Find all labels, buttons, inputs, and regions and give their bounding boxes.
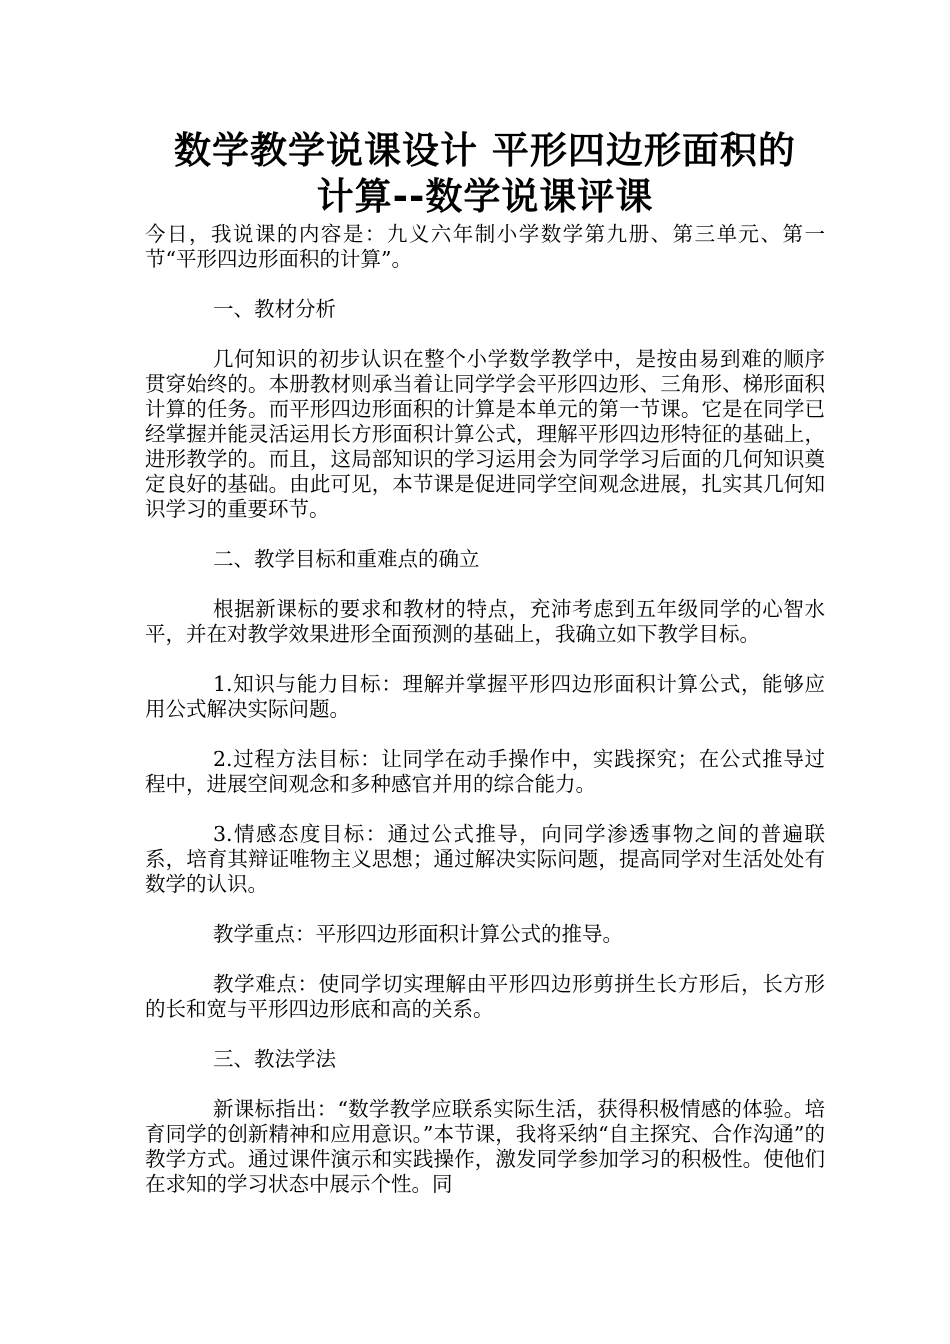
- section-heading-methods: 三、教法学法: [213, 1047, 336, 1071]
- objective-attitude-paragraph: 3.情感态度目标：通过公式推导，向同学渗透事物之间的普遍联系，培育其辩证唯物主义思想；通过解决实际问题，提高同学对生活处处有数学的认识。: [145, 822, 825, 896]
- document-page: [145, 128, 825, 1197]
- section-heading-textbook-analysis: 一、教材分析: [213, 297, 336, 321]
- objective-knowledge-paragraph: 1.知识与能力目标：理解并掌握平形四边形面积计算公式，能够应用公式解决实际问题。: [145, 672, 825, 721]
- document-title: [145, 128, 825, 220]
- teaching-focus-paragraph: 教学重点：平形四边形面积计算公式的推导。: [213, 922, 623, 946]
- teaching-difficulty-paragraph: 教学难点：使同学切实理解由平形四边形剪拼生长方形后，长方形的长和宽与平形四边形底和高的关系。: [145, 972, 825, 1021]
- title-line-2: 计算--数学说课评课: [316, 175, 654, 218]
- intro-paragraph: 今日，我说课的内容是：九义六年制小学数学第九册、第三单元、第一节“平形四边形面积的计算”。: [145, 222, 825, 271]
- title-line-1: 数学教学说课设计 平形四边形面积的: [174, 129, 796, 172]
- textbook-analysis-paragraph: 几何知识的初步认识在整个小学数学教学中，是按由易到难的顺序贯穿始终的。本册教材则承当着让同学学会平形四边形、三角形、梯形面积计算的任务。而平形四边形面积的计算是本单元的第一节课。它是在同学已经掌握并能灵活运用长方形面积计算公式，理解平形四边形特征的基础上，进形教学的。而且，这局部知识的学习运用会为同学学习后面的几何知识奠定良好的基础。由此可见，本节课是促进同学空间观念进展，扎实其几何知识学习的重要环节。: [145, 347, 825, 521]
- objectives-intro-paragraph: 根据新课标的要求和教材的特点，充沛考虑到五年级同学的心智水平，并在对教学效果进形全面预测的基础上，我确立如下教学目标。: [145, 597, 825, 646]
- objective-process-paragraph: 2.过程方法目标：让同学在动手操作中，实践探究；在公式推导过程中，进展空间观念和多种感官并用的综合能力。: [145, 747, 825, 796]
- section-heading-objectives: 二、教学目标和重难点的确立: [213, 547, 480, 571]
- methods-paragraph: 新课标指出：“数学教学应联系实际生活，获得积极情感的体验。培育同学的创新精神和应用意识。”本节课，我将采纳“自主探究、合作沟通”的教学方式。通过课件演示和实践操作，激发同学参加学习的积极性。使他们在求知的学习状态中展示个性。同: [145, 1097, 825, 1196]
